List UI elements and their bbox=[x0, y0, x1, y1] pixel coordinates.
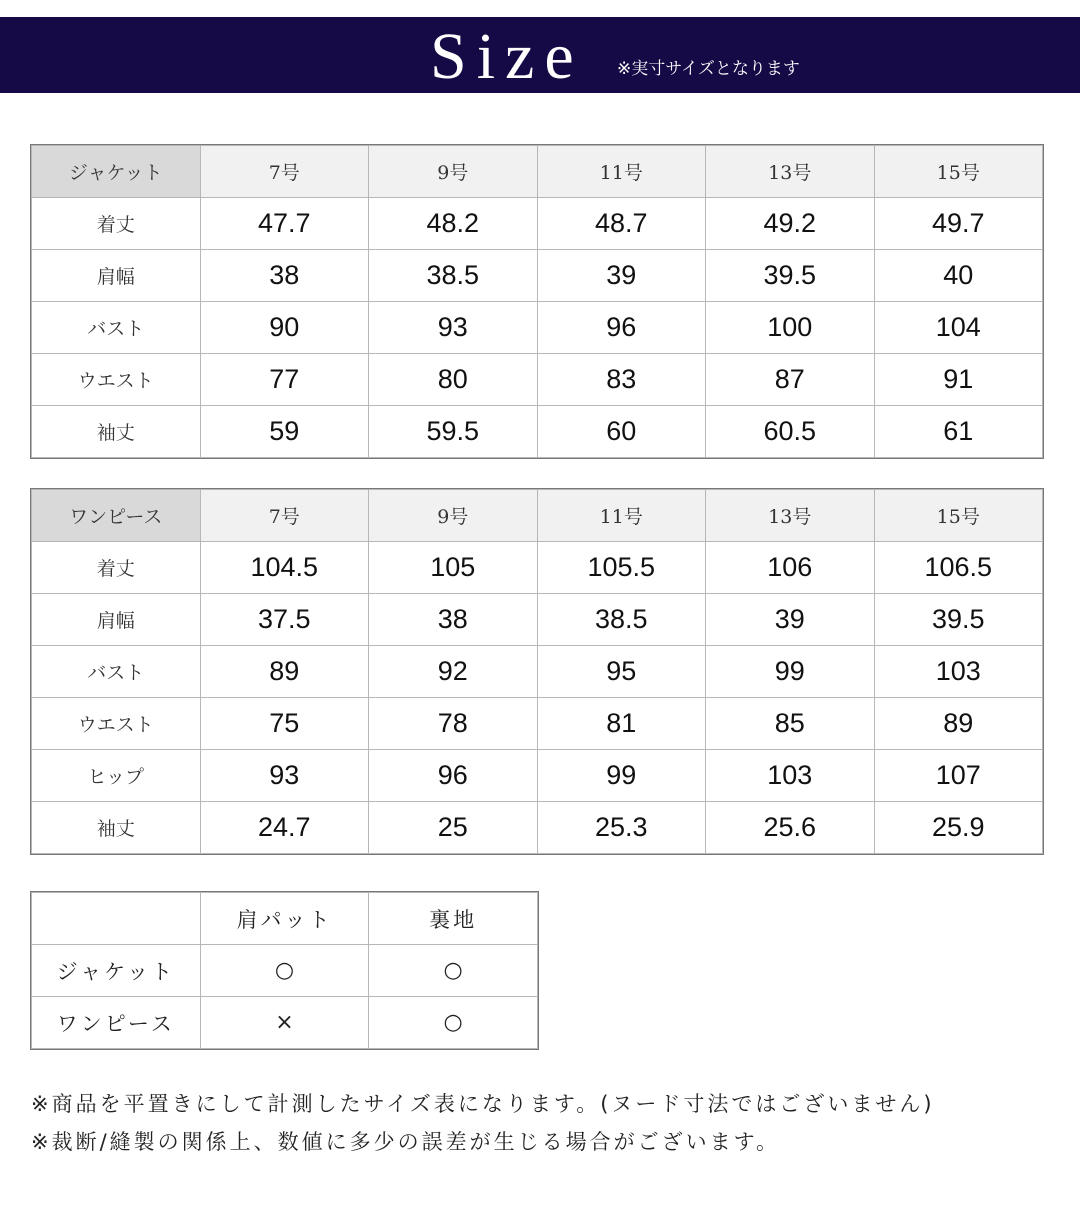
size-column-header: 9号 bbox=[369, 146, 538, 198]
row-label: ジャケット bbox=[32, 945, 201, 997]
table-cell: ○ bbox=[369, 997, 538, 1049]
table-cell: 100 bbox=[706, 302, 875, 354]
table-cell: 80 bbox=[369, 354, 538, 406]
table-cell: 48.7 bbox=[537, 198, 706, 250]
table-cell: 105.5 bbox=[537, 542, 706, 594]
table-row bbox=[32, 594, 1043, 646]
table-cell: 25.3 bbox=[537, 802, 706, 854]
table-cell: 38 bbox=[200, 250, 369, 302]
table-cell: 60 bbox=[537, 406, 706, 458]
table-cell: 93 bbox=[369, 302, 538, 354]
table-cell: 25 bbox=[369, 802, 538, 854]
table-cell: 24.7 bbox=[200, 802, 369, 854]
table-row bbox=[32, 250, 1043, 302]
table-cell: 25.9 bbox=[874, 802, 1043, 854]
row-label: 着丈 bbox=[32, 542, 201, 594]
size-header-banner bbox=[0, 17, 1080, 93]
row-label: ウエスト bbox=[32, 354, 201, 406]
row-label: 袖丈 bbox=[32, 406, 201, 458]
table-cell: 92 bbox=[369, 646, 538, 698]
size-column-header: 11号 bbox=[537, 146, 706, 198]
table-cell: 104.5 bbox=[200, 542, 369, 594]
table-row bbox=[32, 406, 1043, 458]
table-cell: 39.5 bbox=[706, 250, 875, 302]
table-cell: ○ bbox=[200, 945, 369, 997]
table-corner-empty bbox=[32, 893, 201, 945]
table-header-row bbox=[32, 146, 1043, 198]
table-cell: ○ bbox=[369, 945, 538, 997]
table-cell: 38.5 bbox=[537, 594, 706, 646]
row-label: バスト bbox=[32, 646, 201, 698]
size-column-header: 15号 bbox=[874, 490, 1043, 542]
size-column-header: 13号 bbox=[706, 146, 875, 198]
table-cell: 61 bbox=[874, 406, 1043, 458]
row-label: ヒップ bbox=[32, 750, 201, 802]
table-cell: 75 bbox=[200, 698, 369, 750]
table-cell: 83 bbox=[537, 354, 706, 406]
row-label: ワンピース bbox=[32, 997, 201, 1049]
table-cell: 105 bbox=[369, 542, 538, 594]
table-cell: 38 bbox=[369, 594, 538, 646]
table-cell: 47.7 bbox=[200, 198, 369, 250]
features-table bbox=[31, 892, 538, 1049]
table-cell: 60.5 bbox=[706, 406, 875, 458]
row-label: 肩幅 bbox=[32, 594, 201, 646]
table-cell: 37.5 bbox=[200, 594, 369, 646]
note-line: ※裁断/縫製の関係上、数値に多少の誤差が生じる場合がございます。 bbox=[31, 1130, 780, 1154]
onepiece-size-table bbox=[31, 489, 1043, 854]
table-row bbox=[32, 802, 1043, 854]
table-cell: 103 bbox=[706, 750, 875, 802]
size-column-header: 7号 bbox=[200, 490, 369, 542]
feature-column-header: 裏地 bbox=[369, 893, 538, 945]
table-cell: × bbox=[200, 997, 369, 1049]
row-label: 着丈 bbox=[32, 198, 201, 250]
table-cell: 104 bbox=[874, 302, 1043, 354]
table-cell: 93 bbox=[200, 750, 369, 802]
notes bbox=[31, 1085, 935, 1161]
table-cell: 87 bbox=[706, 354, 875, 406]
table-cell: 99 bbox=[537, 750, 706, 802]
table-cell: 38.5 bbox=[369, 250, 538, 302]
table-cell: 89 bbox=[200, 646, 369, 698]
table-cell: 49.7 bbox=[874, 198, 1043, 250]
feature-column-header: 肩パット bbox=[200, 893, 369, 945]
row-label: バスト bbox=[32, 302, 201, 354]
table-cell: 78 bbox=[369, 698, 538, 750]
table-row bbox=[32, 646, 1043, 698]
table-row bbox=[32, 354, 1043, 406]
table-cell: 81 bbox=[537, 698, 706, 750]
table-row bbox=[32, 302, 1043, 354]
row-label: 袖丈 bbox=[32, 802, 201, 854]
size-column-header: 9号 bbox=[369, 490, 538, 542]
table-cell: 95 bbox=[537, 646, 706, 698]
table-row bbox=[32, 997, 538, 1049]
table-cell: 39 bbox=[537, 250, 706, 302]
table-cell: 106.5 bbox=[874, 542, 1043, 594]
table-cell: 59.5 bbox=[369, 406, 538, 458]
table-cell: 107 bbox=[874, 750, 1043, 802]
table-cell: 25.6 bbox=[706, 802, 875, 854]
table-row bbox=[32, 750, 1043, 802]
row-label: 肩幅 bbox=[32, 250, 201, 302]
table-row bbox=[32, 698, 1043, 750]
table-cell: 96 bbox=[537, 302, 706, 354]
row-label: ウエスト bbox=[32, 698, 201, 750]
table-row bbox=[32, 945, 538, 997]
table-cell: 49.2 bbox=[706, 198, 875, 250]
table-cell: 48.2 bbox=[369, 198, 538, 250]
table-cell: 91 bbox=[874, 354, 1043, 406]
size-column-header: 11号 bbox=[537, 490, 706, 542]
table-cell: 85 bbox=[706, 698, 875, 750]
jacket-size-table bbox=[31, 145, 1043, 458]
table-header-row bbox=[32, 893, 538, 945]
table-corner-label: ジャケット bbox=[32, 146, 201, 198]
size-column-header: 13号 bbox=[706, 490, 875, 542]
table-cell: 39 bbox=[706, 594, 875, 646]
table-cell: 106 bbox=[706, 542, 875, 594]
table-cell: 99 bbox=[706, 646, 875, 698]
header-title: Size bbox=[430, 20, 584, 93]
table-cell: 59 bbox=[200, 406, 369, 458]
table-row bbox=[32, 542, 1043, 594]
table-cell: 89 bbox=[874, 698, 1043, 750]
table-cell: 103 bbox=[874, 646, 1043, 698]
table-cell: 96 bbox=[369, 750, 538, 802]
note-line: ※商品を平置きにして計測したサイズ表になります。(ヌード寸法ではございません) bbox=[31, 1092, 935, 1116]
table-corner-label: ワンピース bbox=[32, 490, 201, 542]
table-cell: 39.5 bbox=[874, 594, 1043, 646]
table-cell: 40 bbox=[874, 250, 1043, 302]
table-row bbox=[32, 198, 1043, 250]
size-column-header: 7号 bbox=[200, 146, 369, 198]
table-cell: 90 bbox=[200, 302, 369, 354]
table-cell: 77 bbox=[200, 354, 369, 406]
header-note: ※実寸サイズとなります bbox=[617, 59, 800, 79]
size-column-header: 15号 bbox=[874, 146, 1043, 198]
table-header-row bbox=[32, 490, 1043, 542]
